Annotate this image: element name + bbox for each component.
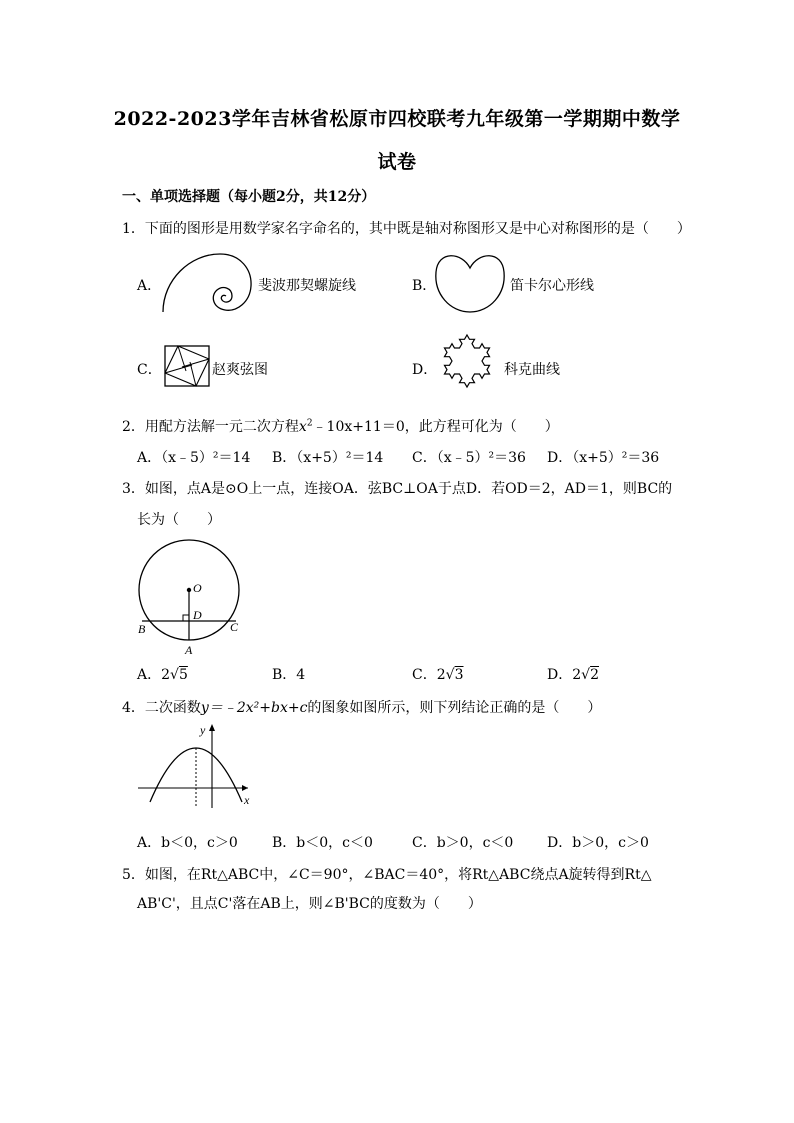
question-1-stem <box>122 218 691 238</box>
q4-option-d <box>547 832 649 852</box>
circle-geometry-figure <box>134 538 249 656</box>
q1-option-b-letter: B． <box>412 278 437 294</box>
q2-option-a <box>137 447 250 467</box>
question-2-number: 2． <box>122 419 145 435</box>
q1-option-d-letter: D． <box>412 362 438 378</box>
question-4-number: 4． <box>122 700 145 716</box>
spiral-figure <box>155 250 255 316</box>
question-2-text-a: 用配方法解一元二次方程 <box>144 419 299 435</box>
koch-snowflake-figure <box>430 324 504 396</box>
q4-option-c-letter: C． <box>412 835 437 851</box>
label-b: B <box>138 622 146 636</box>
question-2-text-b: ﹣10x+11＝0，此方程可化为（ ） <box>312 419 559 435</box>
question-4-text-a: 二次函数 <box>144 700 201 716</box>
question-2-sup: 2 <box>306 418 313 429</box>
sqrt-sign: √ <box>445 667 455 683</box>
question-3-stem-line-2: 长为（ ） <box>137 512 221 528</box>
q3-option-c-letter: C． <box>412 667 437 683</box>
q3-option-a <box>137 664 188 684</box>
q2-option-c-text: （x﹣5）²＝36 <box>436 450 526 466</box>
q2-option-c <box>412 447 526 467</box>
question-5-stem-line-1 <box>122 864 651 884</box>
q4-option-d-text: b＞0，c＞0 <box>572 835 649 851</box>
exam-title-line-1: 2022-2023学年吉林省松原市四校联考九年级第一学期期中数学 <box>113 108 681 130</box>
question-3-text-1: 如图，点A是⊙O上一点，连接OA．弦BC⊥OA于点D．若OD＝2，AD＝1，则BC的 <box>144 481 673 497</box>
q2-option-b-letter: B． <box>272 450 297 466</box>
q3-option-d-coef: 2 <box>572 667 582 683</box>
question-3-number: 3． <box>122 481 145 497</box>
question-4-text-b: 的图象如图所示，则下列结论正确的是（ ） <box>307 700 602 716</box>
exam-title-line-2: 试卷 <box>377 151 417 173</box>
label-o: O <box>193 581 202 595</box>
question-4-function: y＝﹣2x²+bx+c <box>200 700 308 716</box>
q1-option-a-caption: 斐波那契螺旋线 <box>258 278 356 294</box>
question-5-text-1: 如图，在Rt△ABC中，∠C＝90°，∠BAC＝40°，将Rt△ABC绕点A旋转得到Rt△ <box>144 867 652 883</box>
sqrt-sign: √ <box>170 667 179 683</box>
zhao-shuang-figure <box>164 345 210 387</box>
q3-option-d <box>547 664 599 684</box>
label-c: C <box>230 620 239 634</box>
cardioid-figure <box>432 248 508 316</box>
question-1-number: 1． <box>122 221 145 237</box>
q1-option-a-letter: A． <box>137 278 162 294</box>
label-d: D <box>193 608 202 622</box>
q3-option-c <box>412 664 463 684</box>
question-5-number: 5． <box>122 867 145 883</box>
q1-option-b-caption: 笛卡尔心形线 <box>510 278 594 294</box>
q2-option-a-letter: A． <box>137 450 162 466</box>
q2-option-a-text: （x﹣5）²＝14 <box>161 450 251 466</box>
q2-option-d <box>547 447 659 467</box>
q3-option-d-letter: D． <box>547 667 573 683</box>
q4-option-b-text: b＜0，c＜0 <box>296 835 373 851</box>
q4-option-c <box>412 832 513 852</box>
q1-option-d-caption: 科克曲线 <box>504 362 560 378</box>
q3-option-c-coef: 2 <box>436 667 446 683</box>
q3-option-c-radicand: 3 <box>454 667 464 683</box>
q1-option-c-letter: C． <box>137 362 162 378</box>
label-a: A <box>185 643 193 657</box>
question-2-var: x <box>298 419 307 435</box>
section-heading: 一、单项选择题（每小题2分，共12分） <box>122 189 376 205</box>
question-5-stem-line-2: AB'C'，且点C'落在AB上，则∠B'BC的度数为（ ） <box>137 896 482 912</box>
q1-option-c-caption: 赵爽弦图 <box>212 362 268 378</box>
q4-option-b-letter: B． <box>272 835 297 851</box>
q2-option-b-text: （x+5）²＝14 <box>296 450 384 466</box>
question-2-stem <box>122 416 559 436</box>
parabola-graph-figure <box>136 720 256 810</box>
q3-option-b-text: 4 <box>296 667 306 683</box>
q2-option-d-text: （x+5）²＝36 <box>572 450 660 466</box>
axis-label-y: y <box>200 723 206 737</box>
question-3-stem-line-1 <box>122 478 672 498</box>
q4-option-a-letter: A． <box>137 835 162 851</box>
q4-option-a-text: b＜0，c＞0 <box>161 835 238 851</box>
question-4-stem <box>122 697 601 717</box>
axis-label-x: x <box>244 793 250 807</box>
sqrt-sign: √ <box>581 667 591 683</box>
q3-option-b-letter: B． <box>272 667 297 683</box>
q2-option-d-letter: D． <box>547 450 573 466</box>
q4-option-a <box>137 832 238 852</box>
q2-option-c-letter: C． <box>412 450 437 466</box>
q3-option-b <box>272 664 305 684</box>
q4-option-d-letter: D． <box>547 835 573 851</box>
q3-option-a-letter: A． <box>137 667 162 683</box>
q2-option-b <box>272 447 383 467</box>
q3-option-d-radicand: 2 <box>590 667 599 683</box>
q3-option-a-coef: 2 <box>161 667 171 683</box>
q4-option-c-text: b＞0，c＜0 <box>436 835 514 851</box>
question-1-text: 下面的图形是用数学家名字命名的，其中既是轴对称图形又是中心对称图形的是（ ） <box>144 221 691 237</box>
q3-option-a-radicand: 5 <box>178 667 188 683</box>
q4-option-b <box>272 832 373 852</box>
